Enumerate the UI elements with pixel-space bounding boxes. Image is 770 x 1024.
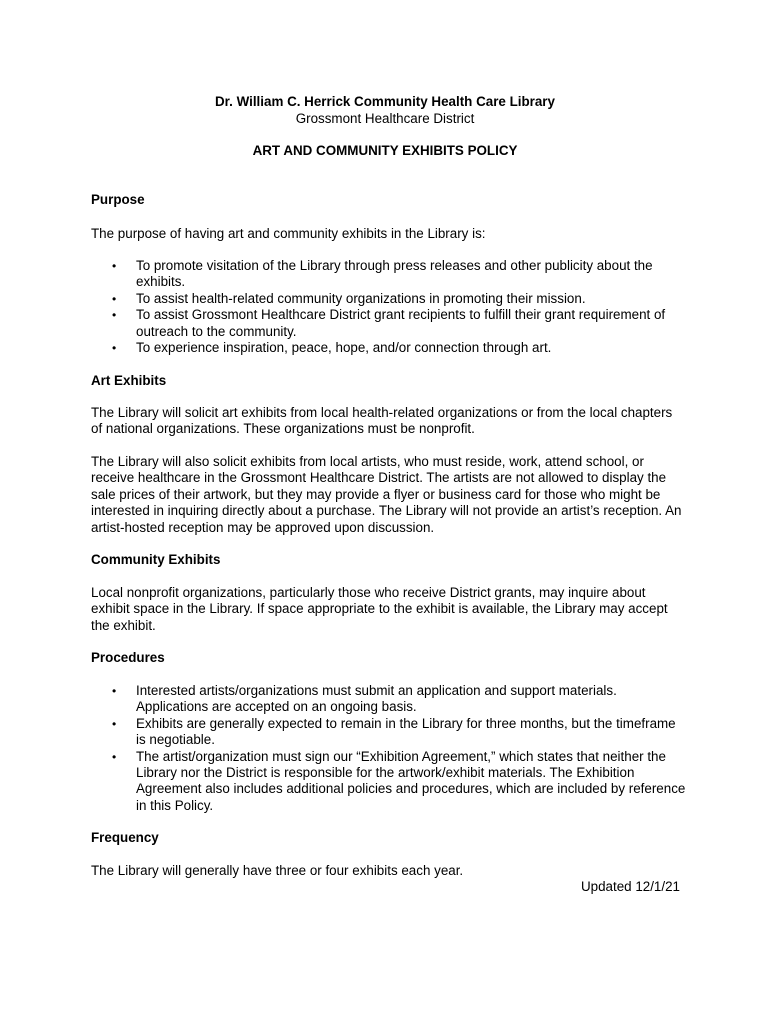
bullet-icon: • [112,749,117,764]
bullet-icon: • [112,259,117,273]
community-exhibits-heading: Community Exhibits [91,552,221,567]
bullet-icon: • [112,684,117,698]
purpose-heading: Purpose [91,192,145,207]
bullet-icon: • [112,341,117,356]
list-item-text: To promote visitation of the Library through press releases and other publicity about the exhibits. [136,258,653,290]
list-item [91,258,686,291]
library-name: Dr. William C. Herrick Community Health Care Library [215,94,555,109]
list-item-text: Interested artists/organizations must submit an application and support materials. Applications are accepted on an ongoing basis. [136,683,617,715]
art-exhibits-paragraph-2: The Library will also solicit exhibits from local artists, who must reside, work, attend school, or receive healthcare in the Grossmont Healthcare District. The artists are not allowed to display the sale prices of their artwork, but they may provide a flyer or business card for those who might be interested in inquiring directly about a purchase. The Library will not provide an artist’s reception. An artist-hosted reception may be approved upon discussion. [91,454,682,535]
list-item [91,716,686,749]
art-exhibits-heading: Art Exhibits [91,373,167,388]
bullet-icon: • [112,716,117,731]
list-item [91,749,686,815]
list-item [91,307,686,340]
list-item-text: To experience inspiration, peace, hope, and/or connection through art. [136,340,552,356]
list-item-text: To assist Grossmont Healthcare District grant recipients to fulfill their grant requirement of outreach to the community. [136,307,666,339]
frequency-heading: Frequency [91,830,159,845]
bullet-icon: • [112,308,117,323]
list-item-text: Exhibits are generally expected to remain in the Library for three months, but the timeframe is negotiable. [136,715,676,748]
list-item [91,683,686,716]
district-name: Grossmont Healthcare District [295,111,475,126]
procedures-heading: Procedures [91,650,165,665]
list-item [91,291,686,307]
updated-date: Updated 12/1/21 [580,879,680,894]
list-item-text: To assist health-related community organizations in promoting their mission. [136,290,586,306]
list-item [91,340,686,356]
purpose-list [91,258,686,356]
policy-title: ART AND COMMUNITY EXHIBITS POLICY [252,143,518,158]
procedures-list [91,683,686,814]
list-item-text: The artist/organization must sign our “Exhibition Agreement,” which states that neither the Library nor the District is responsible for the artwork/exhibit materials. The Exhibition Agreement also includes additional policies and procedures, which are included by reference in this Policy. [136,748,686,813]
community-exhibits-paragraph: Local nonprofit organizations, particularly those who receive District grants, may inquire about exhibit space in the Library. If space appropriate to the exhibit is available, the Library may accept the exhibit. [91,585,668,633]
bullet-icon: • [112,291,117,306]
purpose-intro: The purpose of having art and community exhibits in the Library is: [91,226,486,241]
art-exhibits-paragraph-1: The Library will solicit art exhibits from local health-related organizations or from the local chapters of national organizations. These organizations must be nonprofit. [91,405,673,437]
frequency-paragraph: The Library will generally have three or four exhibits each year. [91,863,464,878]
